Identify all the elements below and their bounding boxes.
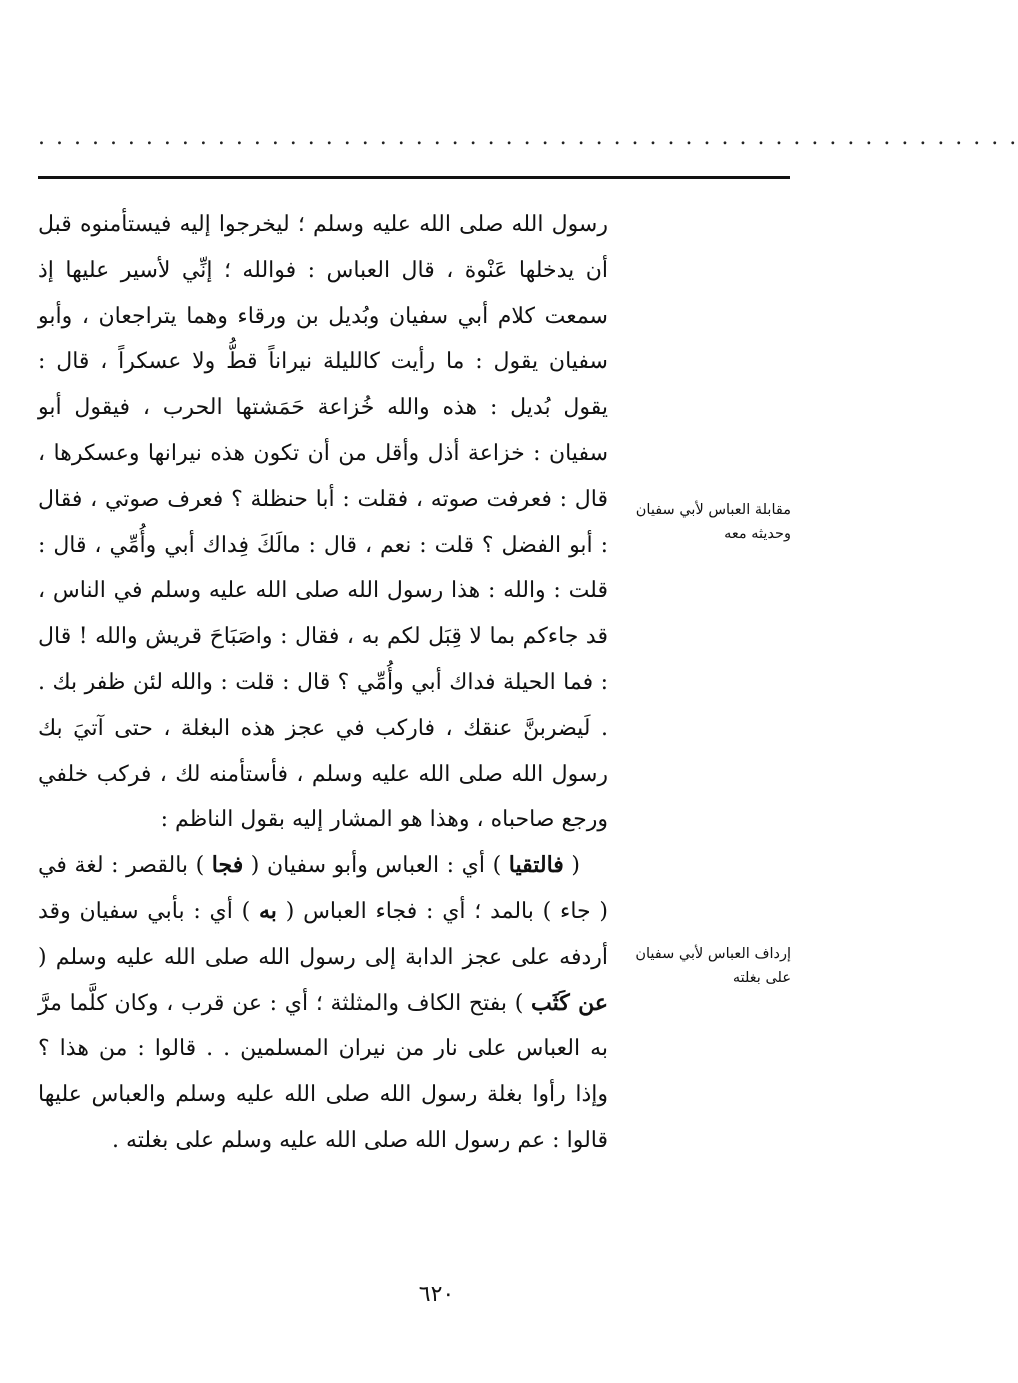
- margin-note-2: إرداف العباس لأبي سفيان على بغلته: [635, 946, 791, 986]
- paragraph-2-text-4: ) بفتح الكاف والمثلثة ؛ أي : عن قرب ، وكان كلَّما مرَّ به العباس على نار من نيران المسلمين . . قالوا : من هذا ؟ وإذا رأوا بغلة رسول الله صلى الله عليه وسلم والعباس عليها قالوا : عم رسول الله صلى الله عليه وسلم على بغلته .: [38, 990, 609, 1153]
- paragraph-2-open: (: [563, 853, 580, 879]
- header-rule: [38, 176, 790, 179]
- bold-term-bihi: به: [259, 897, 277, 924]
- paragraph-2-text-3: ) أي : بأبي سفيان وقد أردفه على عجز الدابة إلى رسول الله صلى الله عليه وسلم (: [38, 898, 608, 970]
- paragraph-1: رسول الله صلى الله عليه وسلم ؛ ليخرجوا إليه فيستأمنوه قبل أن يدخلها عَنْوة ، قال العباس : فوالله ؛ إنِّي لأسير عليها إذ سمعت كلام أبي سفيان وبُديل بن ورقاء وهما يتراجعان ، وأبو سفيان يقول : ما رأيت كالليلة نيراناً قطُّ ولا عسكراً ، قال : يقول بُديل : هذه والله خُزاعة حَمَشتها الحرب ، فيقول أبو سفيان : خزاعة أذل وأقل من أن تكون هذه نيرانها وعسكرها ، قال : فعرفت صوته ، فقلت : أبا حنظلة ؟ فعرف صوتي ، فقال : أبو الفضل ؟ قلت : نعم ، قال : مالَكَ فِداك أبي وأُمِّي ، قال : قلت : والله : هذا رسول الله صلى الله عليه وسلم في الناس ، قد جاءكم بما لا قِبَل لكم به ، فقال : واصَبَاحَ قريش والله ! قال : فما الحيلة فداك أبي وأُمِّي ؟ قال : قلت : والله لئن ظفر بك . . لَيضربنَّ عنقك ، فاركب في عجز هذه البغلة ، حتى آتيَ بك رسول الله صلى الله عليه وسلم ، فأستأمنه لك ، فركب خلفي ورجع صاحباه ، وهذا هو المشار إليه بقول الناظم :: [38, 212, 608, 833]
- bold-term-faja: فجا: [211, 852, 244, 879]
- dotted-separator: . . . . . . . . . . . . . . . . . . . . . . . . . . . . . . . . . . . . . . . . . . . . . . . . . . . . . . .: [38, 125, 1018, 150]
- bold-term-an-kathab: عن كَثَب: [531, 989, 608, 1016]
- margin-note-1: مقابلة العباس لأبي سفيان وحديثه معه: [635, 502, 791, 542]
- paragraph-2-text-1: ) أي : العباس وأبو سفيان (: [243, 853, 509, 879]
- bold-term-faltaqaya: فالتقيا: [508, 852, 564, 879]
- main-text: [38, 202, 608, 1164]
- paragraph-2: [38, 843, 608, 1164]
- paragraph-2-text-2: ) بالقصر : لغة في ( جاء ) بالمد ؛ أي : فجاء العباس (: [38, 853, 608, 924]
- page-number: ٦٢٠: [418, 1282, 455, 1307]
